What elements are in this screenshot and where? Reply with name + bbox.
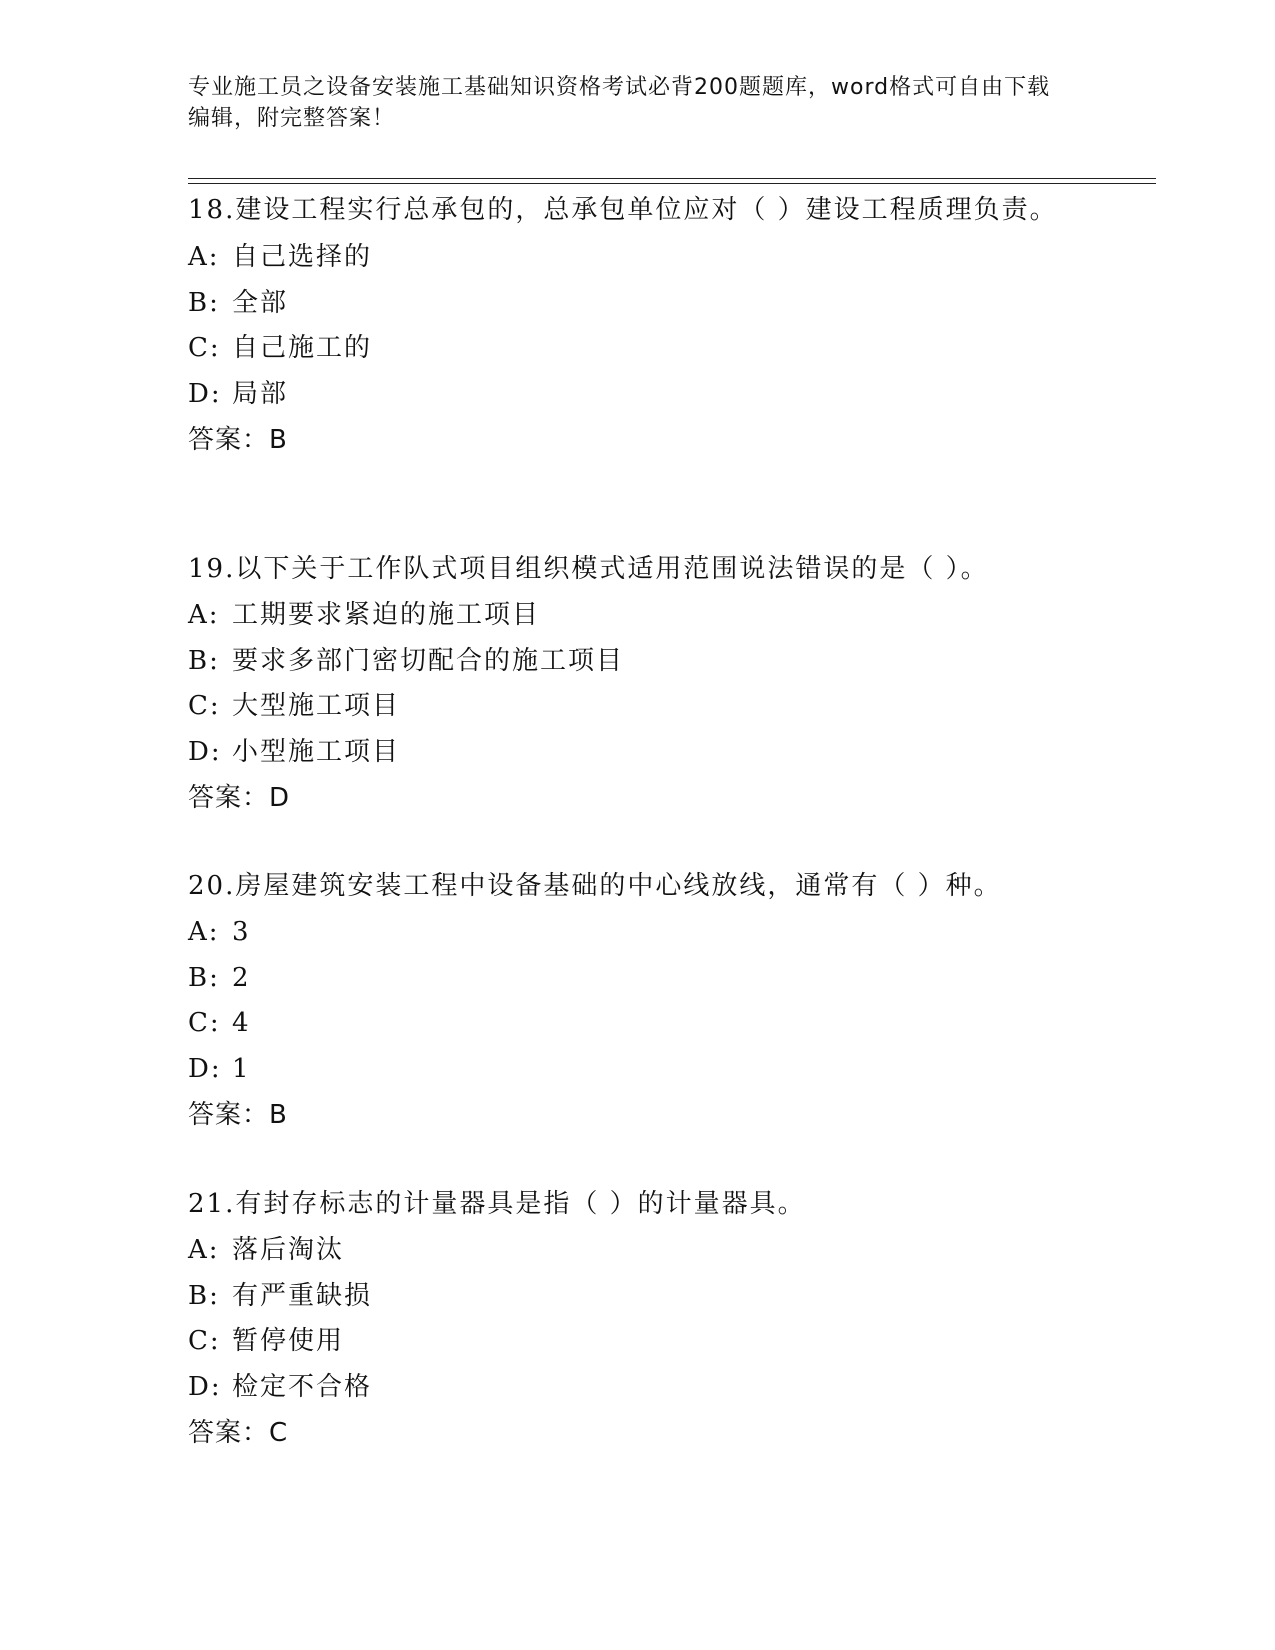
question-21	[188, 1180, 1088, 1456]
option-text: 自己选择的	[232, 242, 373, 272]
option-label: D:	[188, 1053, 222, 1084]
option-text: 3	[232, 917, 251, 947]
option-text: 有严重缺损	[232, 1280, 373, 1311]
option-label: B:	[188, 1280, 220, 1311]
option-a	[188, 235, 1088, 281]
question-stem: 21.有封存标志的计量器具是指（ ）的计量器具。	[188, 1189, 806, 1219]
option-a	[188, 1228, 1088, 1274]
option-text: 小型施工项目	[232, 736, 401, 767]
option-d	[188, 1365, 1088, 1411]
option-b	[188, 1274, 1088, 1320]
option-label: C:	[188, 333, 221, 363]
option-label: A:	[188, 1235, 220, 1265]
option-c	[188, 684, 1088, 730]
question-19	[188, 545, 1088, 821]
option-label: A:	[188, 917, 220, 947]
answer-line: 答案：C	[188, 1418, 289, 1448]
option-text: 检定不合格	[232, 1371, 373, 1402]
question-stem: 18.建设工程实行总承包的，总承包单位应对（ ）建设工程质理负责。	[188, 195, 1058, 225]
option-d	[188, 1047, 1088, 1093]
question-stem: 20.房屋建筑安装工程中设备基础的中心线放线，通常有（ ）种。	[188, 871, 1002, 901]
option-c	[188, 326, 1088, 372]
question-stem: 19.以下关于工作队式项目组织模式适用范围说法错误的是（ ）。	[188, 554, 989, 584]
option-text: 要求多部门密切配合的施工项目	[232, 645, 625, 676]
option-label: B:	[188, 962, 220, 993]
option-label: A:	[188, 600, 220, 630]
option-text: 工期要求紧迫的施工项目	[232, 600, 541, 630]
option-a	[188, 910, 1088, 956]
option-text: 大型施工项目	[232, 691, 401, 721]
answer-line: 答案：B	[188, 425, 288, 455]
header-divider-bottom	[188, 183, 1156, 184]
option-text: 局部	[232, 378, 289, 409]
option-label: B:	[188, 645, 220, 676]
option-d	[188, 730, 1088, 776]
option-c	[188, 1001, 1088, 1047]
answer-line: 答案：B	[188, 1100, 288, 1130]
option-label: B:	[188, 287, 220, 318]
option-label: C:	[188, 691, 221, 721]
option-label: C:	[188, 1326, 221, 1356]
option-b	[188, 639, 1088, 685]
header-divider-top	[188, 178, 1156, 179]
document-header: 专业施工员之设备安装施工基础知识资格考试必背200题题库，word格式可自由下载编辑，附完整答案！	[188, 75, 1051, 131]
option-label: D:	[188, 378, 222, 409]
option-label: D:	[188, 736, 222, 767]
question-20	[188, 862, 1088, 1138]
option-text: 自己施工的	[232, 333, 373, 363]
option-text: 落后淘汰	[232, 1235, 345, 1265]
option-a	[188, 593, 1088, 639]
option-text: 1	[232, 1053, 251, 1084]
option-b	[188, 281, 1088, 327]
option-label: D:	[188, 1371, 222, 1402]
question-18	[188, 185, 1088, 463]
option-label: C:	[188, 1008, 221, 1038]
option-b	[188, 956, 1088, 1002]
option-d	[188, 372, 1088, 418]
option-text: 4	[232, 1008, 251, 1038]
option-text: 暂停使用	[232, 1326, 345, 1356]
answer-line: 答案：D	[188, 783, 291, 813]
option-c	[188, 1319, 1088, 1365]
option-label: A:	[188, 242, 220, 272]
option-text: 全部	[232, 287, 289, 318]
option-text: 2	[232, 962, 251, 993]
